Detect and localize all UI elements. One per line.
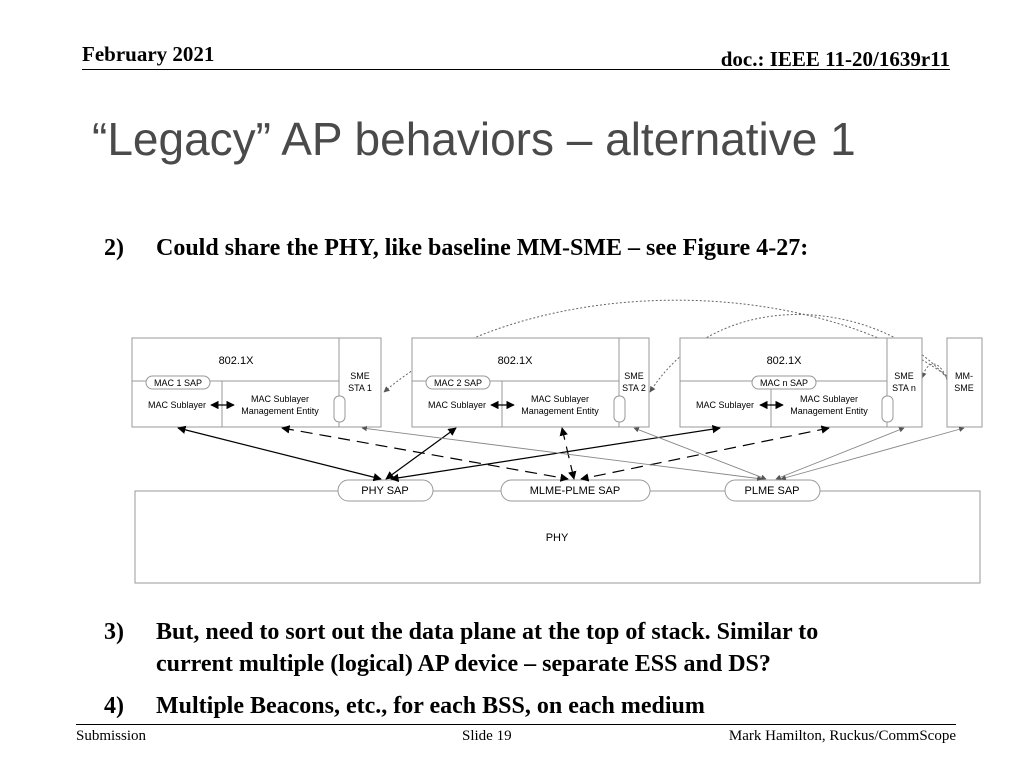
header-date: February 2021 — [82, 42, 215, 66]
stack-1-mlme-line2: Management Entity — [241, 406, 319, 416]
footer-slide-number: Slide 19 — [462, 728, 512, 744]
bullet-2-number: 2) — [104, 235, 124, 261]
stack-n-mac-sublayer: MAC Sublayer — [695, 400, 755, 410]
phy-label: PHY — [545, 532, 569, 544]
stack-n-mlme-line2: Management Entity — [790, 406, 868, 416]
mlme-plme-sap-label: MLME-PLME SAP — [529, 485, 621, 497]
stack-2-sme-line1: SME — [624, 371, 644, 381]
stack-1-8021x: 802.1X — [218, 355, 254, 367]
stack-1-mlme-line1: MAC Sublayer — [250, 394, 310, 404]
bullet-4-number: 4) — [104, 693, 124, 719]
stack-n-sme-line2: STA n — [892, 383, 916, 393]
arrow-smen-plme-sap — [776, 428, 904, 479]
stack-2-mlme-line1: MAC Sublayer — [530, 394, 590, 404]
phy-box — [135, 491, 980, 583]
arrow-mac1-phy-sap — [178, 428, 381, 479]
mm-sme-line2: SME — [954, 383, 974, 393]
bullet-2-text: Could share the PHY, like baseline MM-SME – see Figure 4-27: — [156, 235, 809, 261]
stack-2-mlme-line2: Management Entity — [521, 406, 599, 416]
stack-n-mlme-line1: MAC Sublayer — [799, 394, 859, 404]
footer-author: Mark Hamilton, Ruckus/CommScope — [728, 728, 956, 744]
bullet-4 — [104, 690, 984, 722]
phy-sap-label: PHY SAP — [361, 485, 409, 497]
stack-2 — [412, 338, 649, 427]
bullet-4-text: Multiple Beacons, etc., for each BSS, on each medium — [156, 693, 705, 719]
footer-submission: Submission — [76, 728, 147, 744]
stack-n-mac-sap: MAC n SAP — [759, 378, 809, 388]
stack-n — [680, 338, 922, 427]
stack-1-sme-line2: STA 1 — [348, 383, 372, 393]
bullet-3 — [104, 616, 984, 680]
footer-rule — [76, 724, 956, 725]
bullet-3-number: 3) — [104, 619, 124, 645]
stack-n-8021x: 802.1X — [766, 355, 802, 367]
stack-2-mac-sap: MAC 2 SAP — [433, 378, 483, 388]
mm-sme-line1: MM- — [955, 371, 973, 381]
stack-1-mac-sap: MAC 1 SAP — [153, 378, 203, 388]
bullet-3-line1: But, need to sort out the data plane at the top of stack. Similar to — [156, 619, 819, 645]
mm-sme-box — [947, 338, 982, 427]
stack-2-8021x: 802.1X — [497, 355, 533, 367]
plme-sap-label: PLME SAP — [744, 485, 800, 497]
dotted-curve-mm-sme-stan — [922, 364, 947, 380]
stack-1 — [132, 338, 381, 427]
stack-1-sme-line1: SME — [350, 371, 370, 381]
bullet-3-line2: current multiple (logical) AP device – separate ESS and DS? — [156, 651, 771, 677]
slide-title: “Legacy” AP behaviors – alternative 1 — [92, 113, 856, 165]
arrow-macn-phy-sap — [391, 428, 720, 479]
stack-n-sme-line1: SME — [894, 371, 914, 381]
stack-1-mac-sublayer: MAC Sublayer — [147, 400, 207, 410]
arrow-mm-sme-plme-sap — [781, 428, 964, 479]
stack-2-sme-line2: STA 2 — [622, 383, 646, 393]
stack-2-mac-sublayer: MAC Sublayer — [427, 400, 487, 410]
header-doc-id: doc.: IEEE 11-20/1639r11 — [720, 47, 950, 71]
